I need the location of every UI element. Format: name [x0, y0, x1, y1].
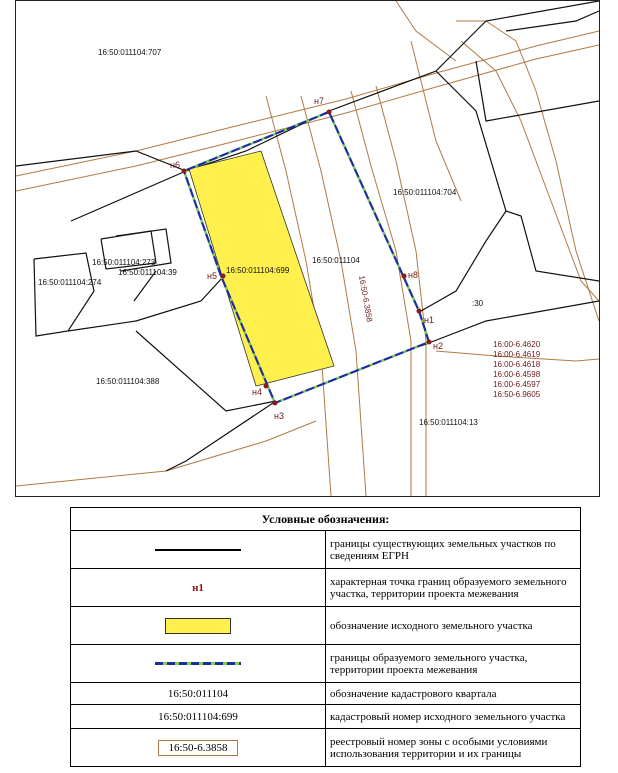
legend-symbol-cadastral-number: 16:50:011104:699	[71, 705, 326, 729]
legend-symbol-point	[71, 569, 326, 607]
legend-text: кадастровый номер исходного земельного участка	[326, 705, 581, 729]
legend-row	[71, 569, 581, 607]
parcel-label-388: 16:50:011104:388	[96, 377, 160, 386]
zone-list-item: 16:00-6.4620	[493, 340, 541, 349]
point-label-n8: н8	[408, 270, 418, 280]
legend-symbol-zone	[71, 729, 326, 767]
legend-row	[71, 607, 581, 645]
parcel-label-707: 16:50:011104:707	[98, 48, 162, 57]
point-n5	[221, 274, 226, 279]
cadastral-map	[15, 0, 600, 497]
legend-row	[71, 683, 581, 705]
legend-row	[71, 705, 581, 729]
road-zone-label: 16:50-6.3858	[357, 274, 375, 323]
legend-row	[71, 531, 581, 569]
black-line-symbol	[155, 549, 241, 551]
point-symbol: н1	[192, 581, 204, 594]
point-n2	[427, 340, 432, 345]
parcel-label-699: 16:50:011104:699	[226, 266, 290, 275]
point-label-n6: н6	[170, 160, 180, 170]
parcel-label-274: 16:50:011104:274	[38, 278, 102, 287]
zone-box-symbol: 16:50-6.3858	[158, 740, 239, 756]
legend-text: реестровый номер зоны с особыми условиями использования территории и их границы	[326, 729, 581, 767]
quarter-label: 16:50:011104	[312, 256, 360, 265]
legend-symbol-source-parcel	[71, 607, 326, 645]
point-n1	[417, 309, 422, 314]
point-label-n3: н3	[274, 411, 284, 421]
point-n7	[327, 110, 332, 115]
yellow-fill-symbol	[165, 618, 231, 634]
zone-boundaries	[16, 1, 599, 496]
legend-symbol-existing-boundary	[71, 531, 326, 569]
legend-row	[71, 729, 581, 767]
legend-text: характерная точка границ образуемого земельного участка, территории проекта межевания	[326, 569, 581, 607]
legend-row	[71, 645, 581, 683]
legend-text: границы существующих земельных участков по сведениям ЕГРН	[326, 531, 581, 569]
legend-title: Условные обозначения:	[71, 508, 581, 531]
legend-symbol-quarter: 16:50:011104	[71, 683, 326, 705]
existing-parcel-boundaries	[16, 1, 599, 471]
map-canvas	[16, 1, 599, 496]
zone-list-item: 16:00-6.4598	[493, 370, 541, 379]
point-label-n5: н5	[207, 271, 217, 281]
point-label-n2: н2	[433, 341, 443, 351]
point-label-n7: н7	[314, 96, 324, 106]
legend-table	[70, 507, 581, 767]
point-label-n4: н4	[252, 387, 262, 397]
zone-list-item: 16:00-6.4619	[493, 350, 541, 359]
zone-list-item: 16:00-6.4618	[493, 360, 541, 369]
parcel-label-13: 16:50:011104:13	[419, 418, 478, 427]
zone-list	[493, 340, 541, 399]
legend-symbol-designed-boundary	[71, 645, 326, 683]
legend-text: обозначение кадастрового квартала	[326, 683, 581, 705]
point-n4	[264, 384, 269, 389]
point-n6	[182, 169, 187, 174]
parcel-label-273: 16:50:011104:273	[92, 258, 156, 267]
point-label-n1: н1	[424, 315, 434, 325]
parcel-label-704: 16:50:011104:704	[393, 188, 457, 197]
zone-list-item: 16:50-6.9605	[493, 390, 541, 399]
legend-text: обозначение исходного земельного участка	[326, 607, 581, 645]
parcel-label-30: :30	[472, 299, 484, 308]
legend-text: границы образуемого земельного участка, территории проекта межевания	[326, 645, 581, 683]
point-n8	[402, 274, 407, 279]
parcel-label-39: 16:50:011104:39	[118, 268, 177, 277]
point-n3	[273, 401, 278, 406]
zone-list-item: 16:00-6.4597	[493, 380, 541, 389]
dashed-line-symbol	[155, 662, 241, 665]
